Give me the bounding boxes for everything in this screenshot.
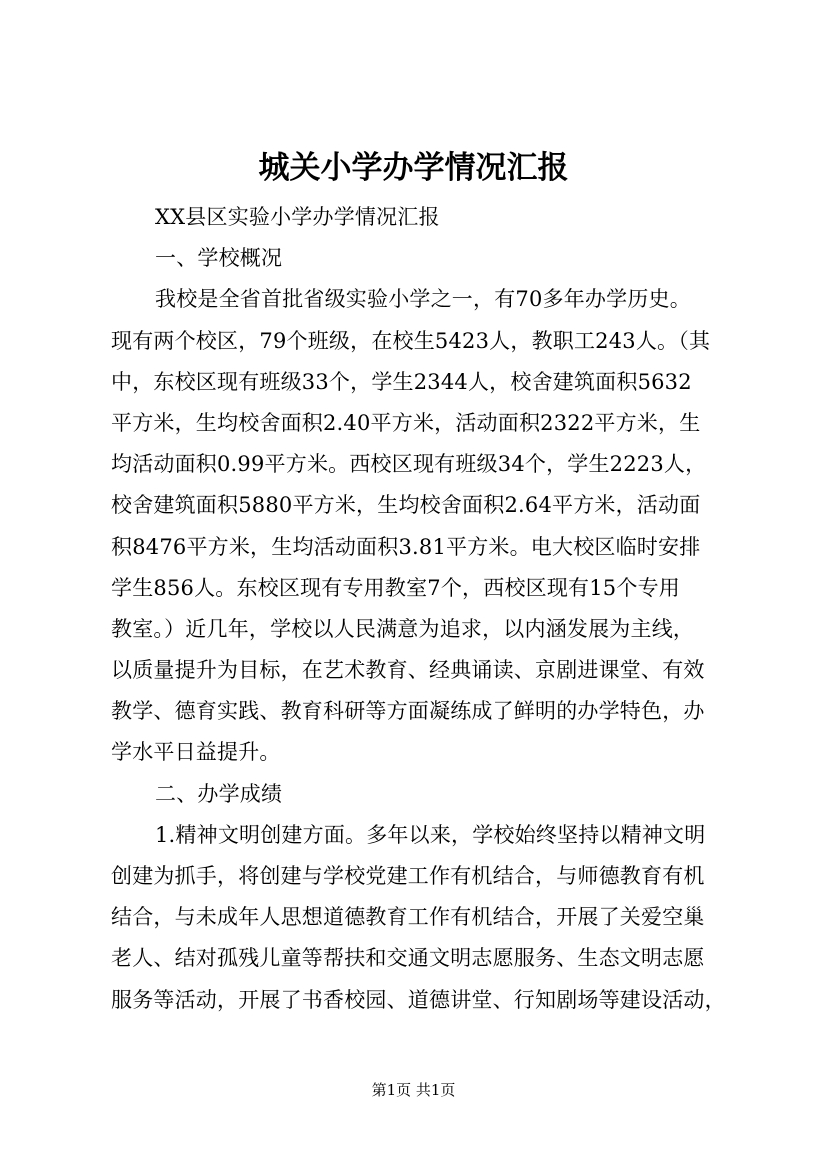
- paragraph-line: 结合，与未成年人思想道德教育工作有机结合，开展了关爱空巢: [111, 905, 705, 930]
- paragraph-line: 服务等活动，开展了书香校园、道德讲堂、行知剧场等建设活动，: [111, 987, 726, 1012]
- subtitle-line: XX县区实验小学办学情况汇报: [155, 205, 440, 229]
- paragraph-line: 创建为抓手，将创建与学校党建工作有机结合，与师德教育有机: [111, 864, 705, 888]
- paragraph-line: 校舍建筑面积5880平方米，生均校舍面积2.64平方米，活动面: [111, 493, 701, 518]
- paragraph-line: 老人、结对孤残儿童等帮扶和交通文明志愿服务、生态文明志愿: [111, 946, 705, 971]
- paragraph-line: 学水平日益提升。: [111, 740, 281, 765]
- paragraph-line: 平方米，生均校舍面积2.40平方米，活动面积2322平方米，生: [111, 410, 701, 435]
- paragraph-line: 教学、德育实践、教育科研等方面凝练成了鲜明的办学特色，办: [111, 699, 705, 724]
- paragraph-line: 均活动面积0.99平方米。西校区现有班级34个，学生2223人，: [111, 452, 707, 477]
- paragraph-line: 我校是全省首批省级实验小学之一，有70多年办学历史。: [155, 287, 691, 312]
- document-title: 城关小学办学情况汇报: [258, 150, 569, 186]
- paragraph-line: 教室。）近几年，学校以人民满意为追求，以内涵发展为主线，: [111, 616, 695, 641]
- paragraph-line: 1.精神文明创建方面。多年以来，学校始终坚持以精神文明: [155, 822, 706, 847]
- paragraph-line: 以质量提升为目标，在艺术教育、经典诵读、京剧进课堂、有效: [111, 658, 705, 683]
- page-footer: 第1页 共1页: [371, 1081, 456, 1099]
- section-heading-achievements: 二、办学成绩: [155, 781, 283, 806]
- section-heading-overview: 一、学校概况: [155, 246, 283, 271]
- document-body: [111, 197, 726, 1021]
- paragraph-line: 学生856人。东校区现有专用教室7个，西校区现有15个专用: [111, 575, 680, 600]
- paragraph-line: 积8476平方米，生均活动面积3.81平方米。电大校区临时安排: [111, 534, 701, 559]
- paragraph-line: 现有两个校区，79个班级，在校生5423人，教职工243人。（其: [111, 328, 711, 353]
- paragraph-line: 中，东校区现有班级33个，学生2344人，校舍建筑面积5632: [111, 369, 692, 394]
